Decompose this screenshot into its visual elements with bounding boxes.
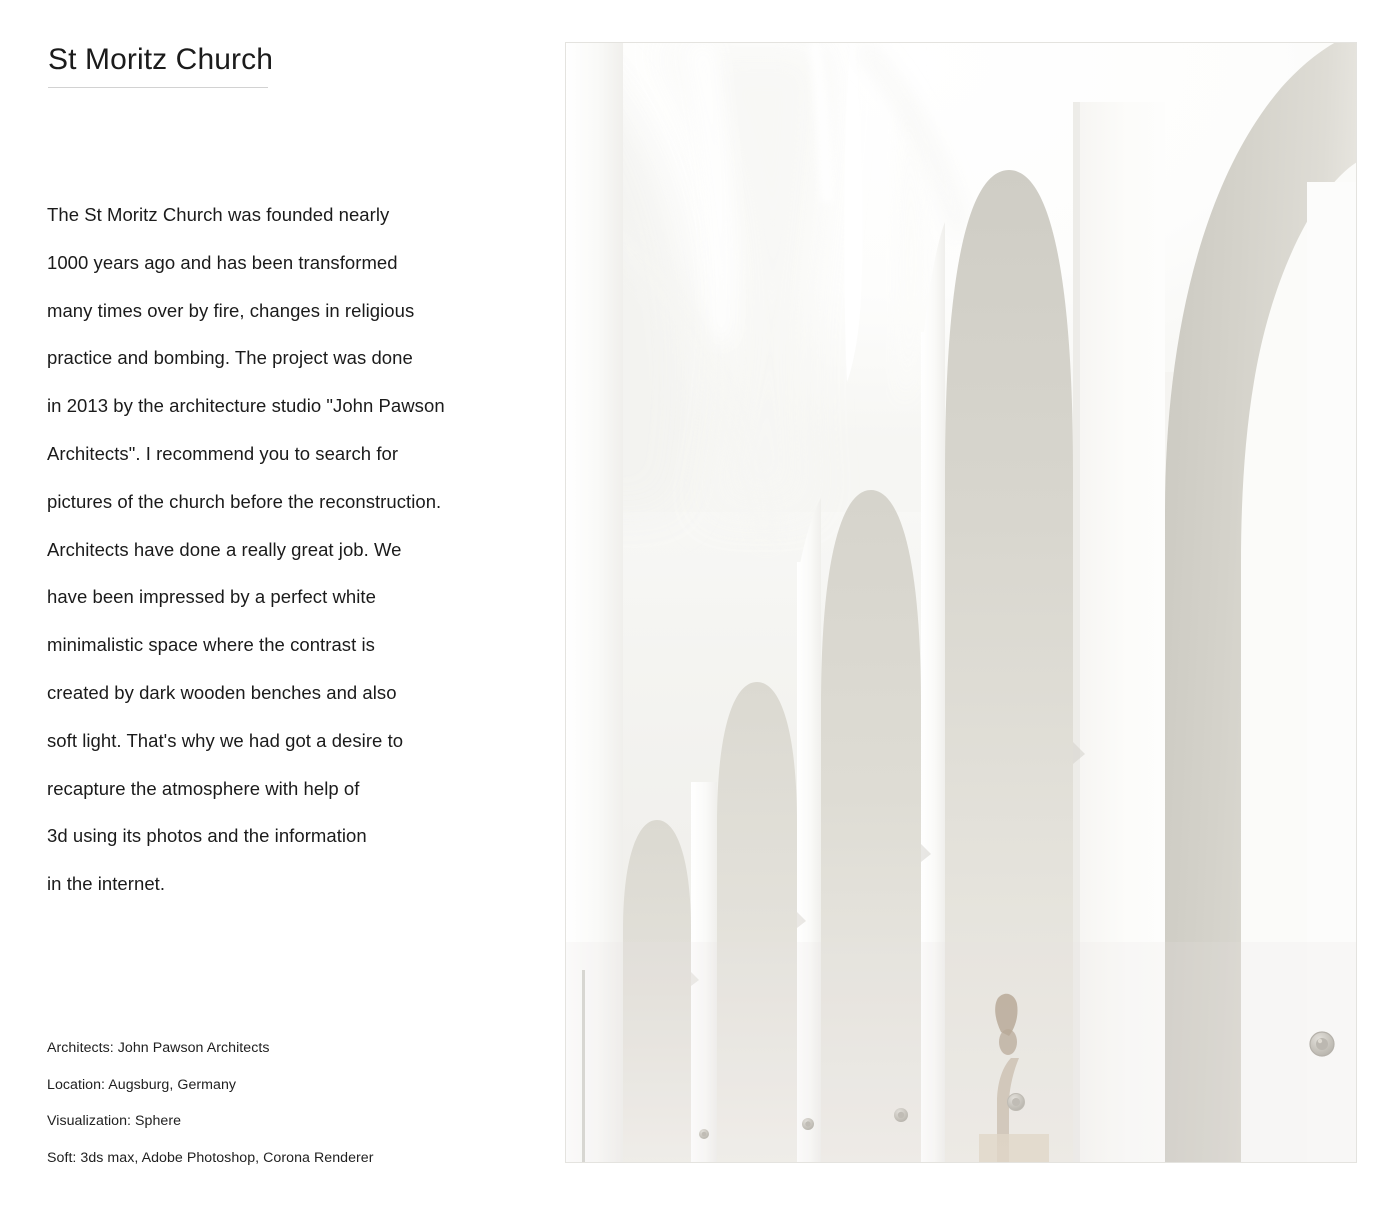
description-paragraph: [47, 191, 517, 908]
description-line: created by dark wooden benches and also: [47, 681, 397, 703]
title-divider: [48, 87, 268, 88]
description-line: pictures of the church before the reconstruction.: [47, 490, 442, 512]
description-line: practice and bombing. The project was done: [47, 347, 413, 369]
text-column: [0, 0, 565, 1205]
description-line: in 2013 by the architecture studio "John Pawson: [47, 395, 445, 417]
description-line: have been impressed by a perfect white: [47, 586, 376, 608]
credit-software: Soft: 3ds max, Adobe Photoshop, Corona Renderer: [47, 1149, 374, 1166]
description-line: 3d using its photos and the information: [47, 825, 367, 847]
description-line: 1000 years ago and has been transformed: [47, 251, 398, 273]
description-line: The St Moritz Church was founded nearly: [47, 204, 390, 225]
church-interior-photo: [565, 42, 1357, 1163]
description-line: many times over by fire, changes in religious: [47, 299, 415, 321]
description-line: soft light. That's why we had got a desire to: [47, 729, 404, 751]
project-credits: [47, 1030, 517, 1176]
description-line: Architects". I recommend you to search for: [47, 442, 399, 464]
description-line: minimalistic space where the contrast is: [47, 634, 375, 656]
description-line: recapture the atmosphere with help of: [47, 777, 360, 799]
page-title: St Moritz Church: [48, 43, 273, 76]
credit-location: Location: Augsburg, Germany: [47, 1076, 237, 1093]
description-line: Architects have done a really great job. We: [47, 538, 402, 560]
description-line: in the internet.: [47, 873, 166, 895]
credit-architects: Architects: John Pawson Architects: [47, 1040, 270, 1056]
credit-visualization: Visualization: Sphere: [47, 1113, 182, 1129]
church-interior-illustration: [565, 42, 1357, 1163]
